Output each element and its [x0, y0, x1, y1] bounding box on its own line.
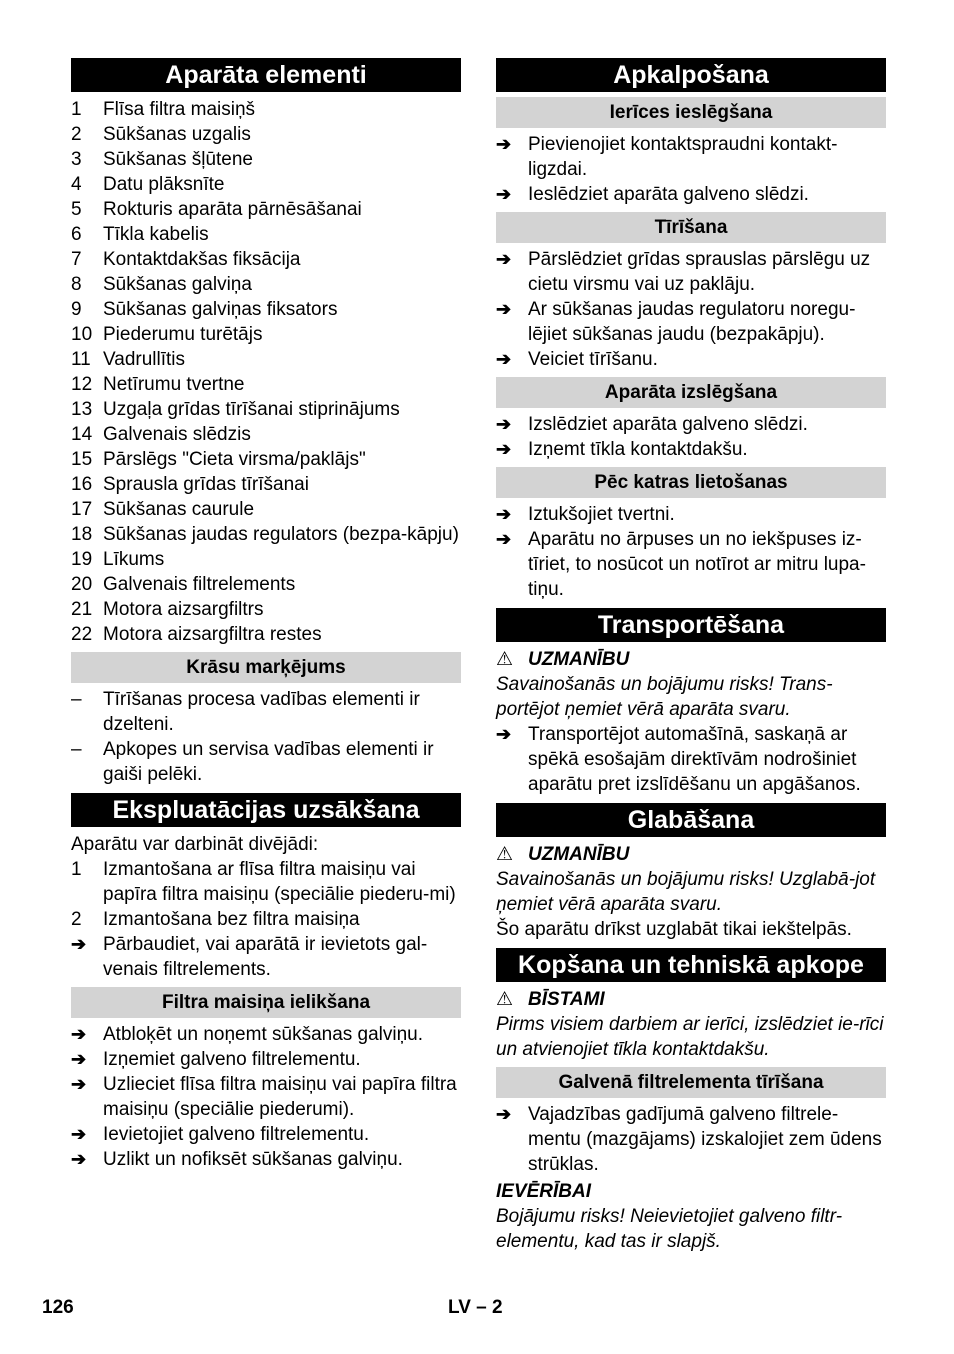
list-marker: 15	[71, 449, 93, 470]
list-item-text: Pārslēdziet grīdas sprauslas pārslēgu uz cietu virsmu vai uz paklāju.	[528, 249, 871, 295]
list-item-text: Atbloķēt un noņemt sūkšanas galviņu.	[103, 1024, 424, 1045]
list-item-text: Sūkšanas šļūtene	[103, 149, 253, 170]
after-use-list	[496, 502, 886, 602]
list-item	[71, 572, 461, 597]
list-item-text: Pievienojiet kontaktspraudni kontakt-ligzdai.	[528, 134, 838, 180]
list-item-text: Uzlieciet flīsa filtra maisiņu vai papīra filtra maisiņu (speciālie piederumi).	[103, 1074, 457, 1120]
list-item	[71, 1022, 461, 1047]
heading-transport: Transportēšana	[496, 608, 886, 642]
list-item	[71, 597, 461, 622]
list-item	[71, 397, 461, 422]
list-item-text: Flīsa filtra maisiņš	[103, 99, 256, 120]
list-item-text: Netīrumu tvertne	[103, 374, 245, 395]
list-item	[71, 687, 461, 737]
list-item-text: Vadrullītis	[103, 349, 186, 370]
switch-off-list	[496, 412, 886, 462]
list-item-text: Sūkšanas caurule	[103, 499, 255, 520]
list-item	[71, 857, 461, 907]
list-item-text: Apkopes un servisa vadības elementi ir gaiši pelēki.	[103, 739, 434, 785]
language-page-label: LV – 2	[448, 1297, 503, 1318]
list-item-text: Izslēdziet aparāta galveno slēdzi.	[528, 414, 808, 435]
list-marker: 2	[71, 909, 82, 930]
list-item-text: Rokturis aparāta pārnēsāšanai	[103, 199, 362, 220]
list-item-text: Vajadzības gadījumā galveno filtrele-mentu (mazgājams) izskalojiet zem ūdens strūklas.	[528, 1104, 882, 1175]
list-item-text: Izmantošana bez filtra maisiņa	[103, 909, 360, 930]
arrow-right-icon: ➔	[71, 1074, 87, 1094]
storage-warning-label: ⚠ UZMANĪBU	[496, 844, 630, 865]
list-item-text: Motora aizsargfiltra restes	[103, 624, 322, 645]
arrow-right-icon: ➔	[71, 1049, 87, 1069]
list-item	[71, 447, 461, 472]
list-item	[71, 122, 461, 147]
arrow-right-icon: ➔	[71, 934, 87, 954]
list-item	[71, 472, 461, 497]
list-marker: 11	[71, 349, 91, 370]
list-item-text: Galvenais filtrelements	[103, 574, 296, 595]
start-up-intro: Aparātu var darbināt divējādi:	[71, 834, 319, 855]
list-item	[71, 1047, 461, 1072]
list-item	[71, 247, 461, 272]
list-item-text: Veiciet tīrīšanu.	[528, 349, 658, 370]
list-item	[496, 437, 886, 462]
list-item-text: Kontaktdakšas fiksācija	[103, 249, 301, 270]
list-item	[71, 1147, 461, 1172]
list-item	[71, 197, 461, 222]
list-item-text: Ar sūkšanas jaudas regulatoru noregu-lējiet sūkšanas jaudu (bezpakāpju).	[528, 299, 856, 345]
list-item	[496, 1102, 886, 1177]
list-item	[496, 247, 886, 297]
warning-triangle-icon: ⚠	[496, 989, 514, 1010]
arrow-right-icon: ➔	[71, 1024, 87, 1044]
list-item	[496, 527, 886, 602]
list-marker: 2	[71, 124, 82, 145]
list-marker: 10	[71, 324, 93, 345]
list-item	[71, 322, 461, 347]
list-item	[71, 422, 461, 447]
list-marker: 21	[71, 599, 93, 620]
heading-color-coding: Krāsu marķējums	[71, 652, 461, 683]
heading-storage: Glabāšana	[496, 803, 886, 837]
list-item	[71, 297, 461, 322]
list-item-text: Pārslēgs "Cieta virsma/paklājs"	[103, 449, 366, 470]
list-marker: –	[71, 689, 82, 710]
page-number: 126	[42, 1297, 74, 1318]
heading-start-up: Ekspluatācijas uzsākšana	[71, 793, 461, 827]
list-item-text: Uzlikt un nofiksēt sūkšanas galviņu.	[103, 1149, 403, 1170]
arrow-right-icon: ➔	[496, 249, 512, 269]
heading-device-elements: Aparāta elementi	[71, 58, 461, 92]
arrow-right-icon: ➔	[496, 184, 512, 204]
arrow-right-icon: ➔	[496, 529, 512, 549]
list-marker: 13	[71, 399, 93, 420]
device-elements-list	[71, 97, 461, 647]
list-marker: 12	[71, 374, 93, 395]
list-item-text: Pārbaudiet, vai aparātā ir ievietots gal-venais filtrelements.	[103, 934, 428, 980]
list-item-text: Izņemiet galveno filtrelementu.	[103, 1049, 361, 1070]
transport-warning-text: Savainošanās un bojājumu risks! Trans-portējot ņemiet vērā aparāta svaru.	[496, 674, 833, 720]
filter-note-text: Bojājumu risks! Neievietojiet galveno filtr-elementu, kad tas ir slapjš.	[496, 1206, 843, 1252]
list-item	[71, 497, 461, 522]
list-item-text: Iztukšojiet tvertni.	[528, 504, 675, 525]
list-marker: 14	[71, 424, 93, 445]
arrow-right-icon: ➔	[71, 1124, 87, 1144]
list-item	[496, 502, 886, 527]
list-marker: 1	[71, 859, 82, 880]
list-item	[496, 132, 886, 182]
arrow-right-icon: ➔	[496, 1104, 512, 1124]
list-marker: 18	[71, 524, 93, 545]
left-column	[71, 58, 461, 1172]
list-item	[71, 547, 461, 572]
list-marker: 16	[71, 474, 93, 495]
arrow-right-icon: ➔	[496, 299, 512, 319]
list-item-text: Sūkšanas galviņa	[103, 274, 252, 295]
list-item	[71, 622, 461, 647]
storage-text: Šo aparātu drīkst uzglabāt tikai iekštelpās.	[496, 919, 852, 940]
list-item	[496, 182, 886, 207]
list-marker: 17	[71, 499, 93, 520]
filter-note-label: IEVĒRĪBAI	[496, 1181, 592, 1202]
list-marker: 1	[71, 99, 82, 120]
list-item	[496, 347, 886, 372]
right-column	[496, 58, 886, 1254]
list-item-text: Datu plāksnīte	[103, 174, 225, 195]
list-marker: 4	[71, 174, 82, 195]
list-item-text: Tīkla kabelis	[103, 224, 209, 245]
list-item	[71, 907, 461, 932]
list-item	[71, 522, 461, 547]
list-item	[71, 172, 461, 197]
list-item-text: Aparātu no ārpuses un no iekšpuses iz-tīriet, to nosūcot un notīrot ar mitru lupa-tiņu.	[528, 529, 866, 600]
list-item	[71, 222, 461, 247]
list-item	[71, 147, 461, 172]
list-item-text: Izmantošana ar flīsa filtra maisiņu vai papīra filtra maisiņu (speciālie piederu-mi)	[103, 859, 456, 905]
arrow-right-icon: ➔	[496, 414, 512, 434]
list-marker: 6	[71, 224, 82, 245]
main-filter-cleaning-list	[496, 1102, 886, 1177]
list-marker: 20	[71, 574, 93, 595]
list-marker: 3	[71, 149, 82, 170]
switch-on-list	[496, 132, 886, 207]
list-marker: 7	[71, 249, 82, 270]
list-item	[71, 272, 461, 297]
list-item	[496, 412, 886, 437]
list-item-text: Sūkšanas uzgalis	[103, 124, 251, 145]
list-marker: 22	[71, 624, 93, 645]
heading-switch-off: Aparāta izslēgšana	[496, 377, 886, 408]
transport-list	[496, 722, 886, 797]
list-item	[71, 1072, 461, 1122]
arrow-right-icon: ➔	[496, 134, 512, 154]
arrow-right-icon: ➔	[496, 724, 512, 744]
arrow-right-icon: ➔	[71, 1149, 87, 1169]
list-item-text: Uzgaļa grīdas tīrīšanai stiprinājums	[103, 399, 400, 420]
arrow-right-icon: ➔	[496, 349, 512, 369]
heading-cleaning: Tīrīšana	[496, 212, 886, 243]
list-item	[71, 737, 461, 787]
list-item-text: Izņemt tīkla kontaktdakšu.	[528, 439, 748, 460]
heading-switch-on: Ierīces ieslēgšana	[496, 97, 886, 128]
cleaning-list	[496, 247, 886, 372]
list-item-text: Piederumu turētājs	[103, 324, 263, 345]
list-item-text: Tīrīšanas procesa vadības elementi ir dzelteni.	[103, 689, 420, 735]
arrow-right-icon: ➔	[496, 504, 512, 524]
list-item-text: Ievietojiet galveno filtrelementu.	[103, 1124, 370, 1145]
list-item-text: Līkums	[103, 549, 165, 570]
care-danger-text: Pirms visiem darbiem ar ierīci, izslēdziet ie-rīci un atvienojiet tīkla kontaktdakšu.	[496, 1014, 884, 1060]
warning-triangle-icon: ⚠	[496, 844, 514, 865]
list-marker: 9	[71, 299, 82, 320]
list-item	[71, 97, 461, 122]
storage-warning-text: Savainošanās un bojājumu risks! Uzglabā-jot ņemiet vērā aparāta svaru.	[496, 869, 876, 915]
heading-care-maintenance: Kopšana un tehniskā apkope	[496, 948, 886, 982]
list-item	[71, 347, 461, 372]
heading-main-filter-cleaning: Galvenā filtrelementa tīrīšana	[496, 1067, 886, 1098]
list-item-text: Galvenais slēdzis	[103, 424, 251, 445]
arrow-right-icon: ➔	[496, 439, 512, 459]
start-up-list	[71, 857, 461, 982]
transport-warning-label: ⚠ UZMANĪBU	[496, 649, 630, 670]
warning-triangle-icon: ⚠	[496, 649, 514, 670]
heading-after-use: Pēc katras lietošanas	[496, 467, 886, 498]
color-coding-list	[71, 687, 461, 787]
list-item-text: Sprausla grīdas tīrīšanai	[103, 474, 309, 495]
list-item-text: Transportējot automašīnā, saskaņā ar spēkā esošajām direktīvām nodrošiniet aparātu pret izslīdēšanu un apgāšanos.	[528, 724, 861, 795]
list-item	[71, 932, 461, 982]
list-item	[496, 297, 886, 347]
heading-operation: Apkalpošana	[496, 58, 886, 92]
list-item	[71, 372, 461, 397]
list-item	[71, 1122, 461, 1147]
list-marker: 8	[71, 274, 82, 295]
care-danger-label: ⚠ BĪSTAMI	[496, 989, 605, 1010]
list-marker: 19	[71, 549, 93, 570]
list-marker: –	[71, 739, 82, 760]
list-item-text: Ieslēdziet aparāta galveno slēdzi.	[528, 184, 809, 205]
list-item-text: Sūkšanas jaudas regulators (bezpa-kāpju)	[103, 524, 459, 545]
insert-filter-bag-list	[71, 1022, 461, 1172]
list-item	[496, 722, 886, 797]
list-marker: 5	[71, 199, 82, 220]
heading-insert-filter-bag: Filtra maisiņa ielikšana	[71, 987, 461, 1018]
list-item-text: Motora aizsargfiltrs	[103, 599, 264, 620]
list-item-text: Sūkšanas galviņas fiksators	[103, 299, 338, 320]
